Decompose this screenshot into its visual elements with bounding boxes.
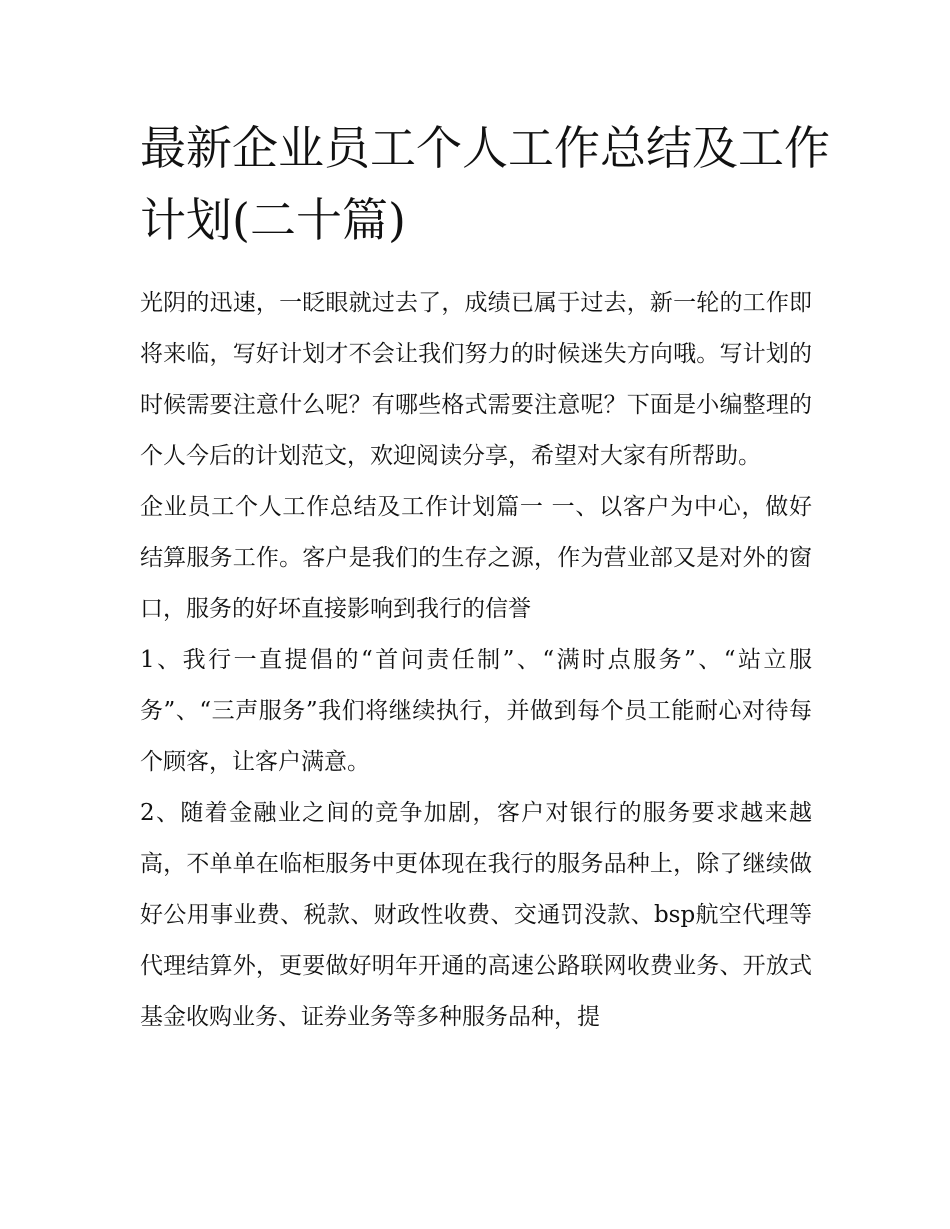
- document-title: 最新企业员工个人工作总结及工作计划(二十篇): [140, 121, 830, 247]
- item-one-paragraph: 1、我行一直提倡的“首问责任制”、“满时点服务”、“站立服务”、“三声服务”我们将继续执行，并做到每个员工能耐心对待每个顾客，让客户满意。: [140, 647, 812, 775]
- section-one-paragraph: 企业员工个人工作总结及工作计划篇一 一、以客户为中心，做好结算服务工作。客户是我们的生存之源，作为营业部又是对外的窗口，服务的好坏直接影响到我行的信誉: [140, 494, 812, 622]
- item-two-paragraph: 2、随着金融业之间的竞争加剧，客户对银行的服务要求越来越高，不单单在临柜服务中更体现在我行的服务品种上，除了继续做好公用事业费、税款、财政性收费、交通罚没款、bsp航空代理等代理结算外，更要做好明年开通的高速公路联网收费业务、开放式基金收购业务、证券业务等多种服务品种，提: [140, 800, 812, 1030]
- intro-paragraph: 光阴的迅速，一眨眼就过去了，成绩已属于过去，新一轮的工作即将来临，写好计划才不会让我们努力的时候迷失方向哦。写计划的时候需要注意什么呢？有哪些格式需要注意呢？下面是小编整理的个人今后的计划范文，欢迎阅读分享，希望对大家有所帮助。: [140, 290, 812, 469]
- document-body: [140, 278, 812, 1043]
